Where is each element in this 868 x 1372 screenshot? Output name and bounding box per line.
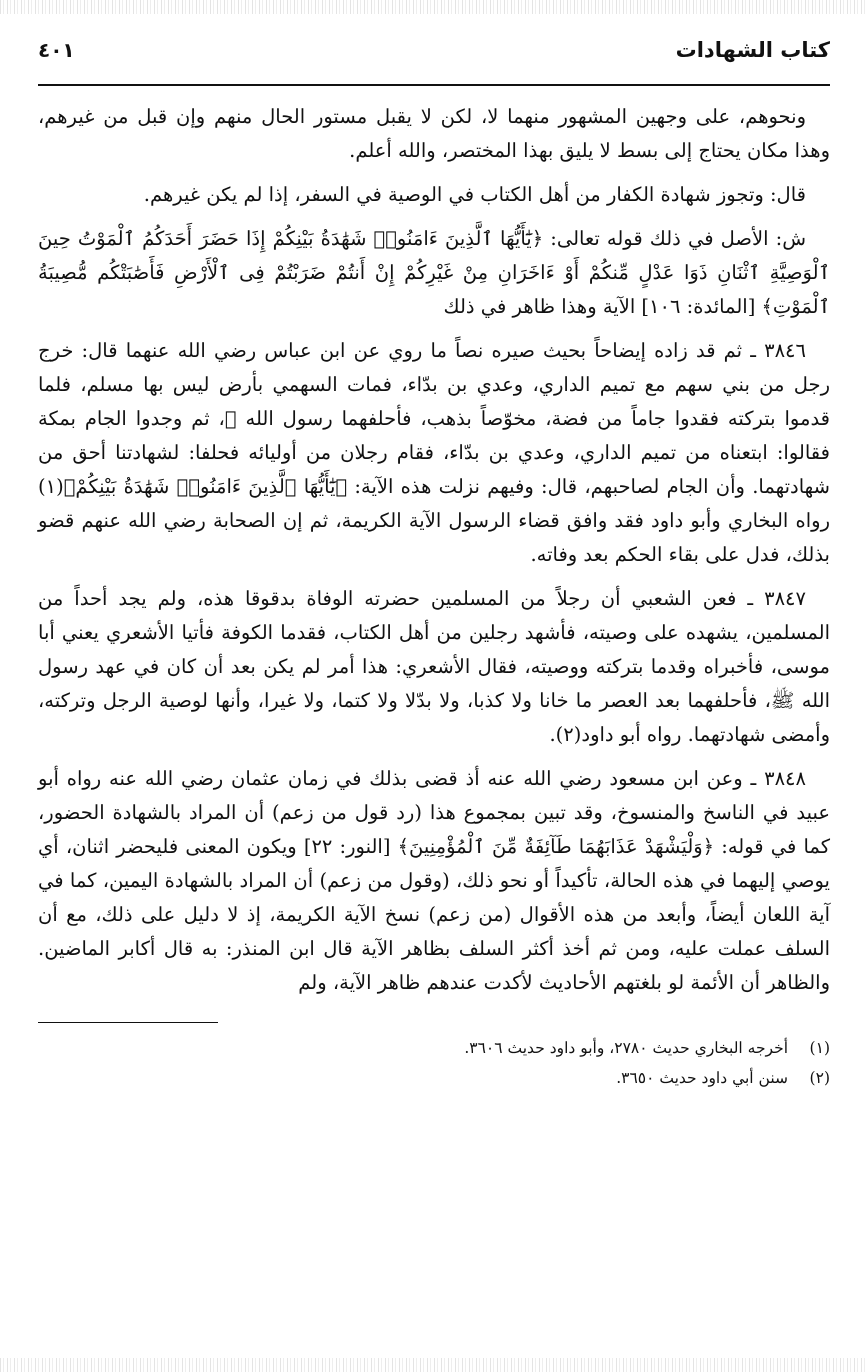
- scan-noise-top: [0, 0, 868, 14]
- footnote-text: أخرجه البخاري حديث ٢٧٨٠، وأبو داود حديث ٣٦٠٦.: [464, 1039, 788, 1057]
- paragraph: ٣٨٤٧ ـ فعن الشعبي أن رجلاً من المسلمين حضرته الوفاة بدقوقا هذه، ولم يجد أحداً من المسلمين، يشهده على وصيته، فأشهد رجلين من أهل الكتاب، فقدما الكوفة فأتيا الأشعري يعني أبا موسى، فأخبراه وقدما بتركته ووصيته، فقال الأشعري: هذا أمر لم يكن بعد أن كان في عهد رسول الله ﷺ، فأحلفهما بعد العصر ما خانا ولا كذبا، ولا بدّلا ولا كتما، ولا غيرا، وأنها لوصية الرجل وتركته، وأمضى شهادتهما. رواه أبو داود(٢).: [38, 587, 830, 746]
- scan-noise-bottom: [0, 1358, 868, 1372]
- paragraph: ٣٨٤٨ ـ وعن ابن مسعود رضي الله عنه أذ قضى بذلك في زمان عثمان رضي الله عنه رواه أبو عبيد في الناسخ والمنسوخ، وقد تبين بمجموع هذا (رد قول من زعم) أن المراد بالشهادة الحضور، كما في قوله: ﴿وَلْيَشْهَدْ عَذَابَهُمَا طَآئِفَةٌ مِّنَ ٱلْمُؤْمِنِينَ﴾ [النور: ٢٢] ويكون المعنى فليحضر اثنان، أي يوصي إليهما في هذه الحالة، تأكيداً أو نحو ذلك، (وقول من زعم) أن المراد بالشهادة اليمين، كما في آية اللعان أيضاً، وأبعد من هذه الأقوال (من زعم) نسخ الآية الكريمة، إذ لا دليل على ذلك، مع أن السلف عملت عليه، ومن ثم أخذ أكثر السلف بظاهر الآية قال ابن المنذر: به قال أكابر الماضين. والظاهر أن الأئمة لو بلغتهم الأحاديث لأكدت عندهم ظاهر الآية، ولم: [38, 767, 830, 994]
- footnotes: [38, 1033, 830, 1093]
- paragraph: ونحوهم، على وجهين المشهور منهما لا، لكن لا يقبل مستور الحال منهم وإن قبل من غيرهم، وهذا مكان يحتاج إلى بسط لا يليق بهذا المختصر، والله أعلم.: [38, 105, 830, 162]
- page-number: ٤٠١: [38, 38, 75, 62]
- page-header: [38, 38, 830, 86]
- footnote: [38, 1033, 830, 1063]
- footnote-text: سنن أبي داود حديث ٣٦٥٠.: [616, 1069, 788, 1087]
- paragraph: ٣٨٤٦ ـ ثم قد زاده إيضاحاً بحيث صيره نصاً ما روي عن ابن عباس رضي الله عنهما قال: خرج رجل من بني سهم مع تميم الداري، وعدي بن بدّاء، فمات السهمي بأرض ليس بها مسلم، فلما قدموا بتركته فقدوا جاماً من فضة، مخوّصاً بذهب، فأحلفهما رسول الله ﷺ، ثم وجدوا الجام بمكة فقالوا: ابتعناه من تميم الداري، وعدي بن بدّاء، فقام رجلان من أوليائه فحلفا: لشهادتنا أحق من شهادتهما. وأن الجام لصاحبهم، قال: وفيهم نزلت هذه الآية: ﴿يَٰٓأَيُّهَا ٱلَّذِينَ ءَامَنُوا۟ شَهَٰدَةُ بَيْنِكُمْ﴾(١) رواه البخاري وأبو داود فقد وافق قضاء الرسول الآية الكريمة، ثم إن الصحابة رضي الله عنهم قضو بذلك، فدل على بقاء الحكم بعد وفاته.: [38, 339, 830, 566]
- footnote-number: (١): [809, 1039, 830, 1057]
- footnote-separator: [38, 1022, 218, 1023]
- main-text: [38, 100, 830, 1000]
- paragraph: قال: وتجوز شهادة الكفار من أهل الكتاب في الوصية في السفر، إذا لم يكن غيرهم.: [143, 183, 806, 206]
- footnote: [38, 1063, 830, 1093]
- chapter-title: كتاب الشهادات: [675, 38, 830, 62]
- footnote-number: (٢): [809, 1069, 830, 1087]
- book-page: [38, 38, 830, 1093]
- paragraph: ش: الأصل في ذلك قوله تعالى: ﴿يَٰٓأَيُّهَا ٱلَّذِينَ ءَامَنُوا۟ شَهَٰدَةُ بَيْنِكُمْ إِذَا حَضَرَ أَحَدَكُمُ ٱلْمَوْتُ حِينَ ٱلْوَصِيَّةِ ٱثْنَانِ ذَوَا عَدْلٍ مِّنكُمْ أَوْ ءَاخَرَانِ مِنْ غَيْرِكُمْ إِنْ أَنتُمْ ضَرَبْتُمْ فِى ٱلْأَرْضِ فَأَصَٰبَتْكُم مُّصِيبَةُ ٱلْمَوْتِ﴾ [المائدة: ١٠٦] الآية وهذا ظاهر في ذلك: [38, 227, 830, 318]
